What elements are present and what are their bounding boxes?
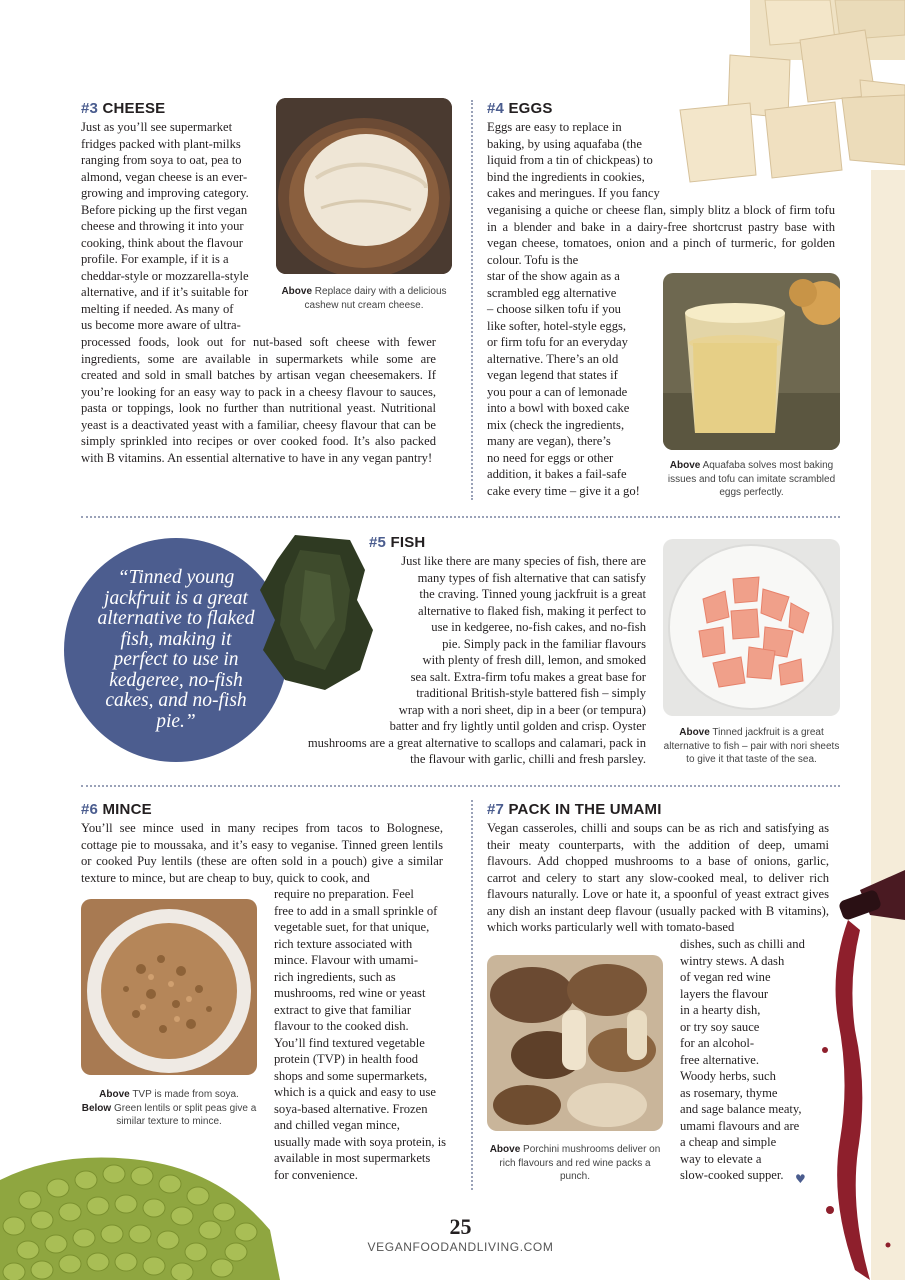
tvp-photo <box>81 899 257 1075</box>
section-divider-2 <box>81 785 840 787</box>
cheese.lines-line: fridges packed with plant-milks <box>81 136 241 151</box>
umami-title: PACK IN THE UMAMI <box>508 801 662 818</box>
jackfruit-photo <box>663 539 840 716</box>
cheese-caption <box>276 285 452 312</box>
cheese.lines-line: cooking, think about the flavour <box>81 235 243 250</box>
eggs.lines_bottom-line: mix (check the ingredients, <box>487 417 625 432</box>
eggs.lines_bottom-line: no need for eggs or other <box>487 450 614 465</box>
section-divider-1 <box>81 516 840 518</box>
mince.lines-line: extract to give that familiar <box>274 1002 412 1017</box>
mince-caption-text-1: TVP is made from soya. <box>129 1089 239 1100</box>
eggs.lines_bottom-line: vegan legend that states if <box>487 368 618 382</box>
mince.lines-line: mushrooms, red wine or yeast <box>274 986 426 1000</box>
eggs.lines_bottom-line: addition, it bakes a fail-safe <box>487 467 627 481</box>
cheese.lines-line: melting if needed. As many of <box>81 301 234 316</box>
mince.lines-line: which is a quick and easy to use <box>274 1085 436 1099</box>
eggs-body-wide: veganising a quiche or cheese flan, simply blitz a block of firm tofu in a blender and bake in a dairy-free shortcrust pastry base with vegan cheese, tomatoes, onion and a pinch of turmeric, for golden colour. Tofu is the <box>487 203 835 267</box>
eggs.lines_bottom-line: star of the show again as a <box>487 269 620 283</box>
fish.lines-line: wrap with a nori sheet, dip in a beer (or tempura) <box>398 702 646 717</box>
mince-number: #6 <box>81 801 99 818</box>
column-divider-bottom <box>471 800 473 1190</box>
umami-number: #7 <box>487 801 505 818</box>
mince.lines-line: free to add in a small sprinkle of <box>274 903 438 918</box>
eggs-caption-bold: Above <box>669 460 701 471</box>
mushrooms-photo <box>487 955 663 1131</box>
umami.lines-line: for an alcohol- <box>680 1036 755 1050</box>
umami.lines-line: Woody herbs, such <box>680 1069 776 1083</box>
umami.lines-line: dishes, such as chilli and <box>680 937 805 951</box>
umami.lines-line: wintry stews. A dash <box>680 953 785 968</box>
mince.lines-line: usually made with soya protein, is <box>274 1134 447 1149</box>
page-number: 25 <box>449 1214 472 1239</box>
cheese.lines-line: profile. For example, if it is a <box>81 252 229 266</box>
eggs.lines_top-line: bind the ingredients in cookies, <box>487 169 645 184</box>
fish.lines-line: traditional British-style battered fish – simply <box>416 686 646 700</box>
mince.lines-line: rich ingredients, such as <box>274 969 396 984</box>
umami.lines-line: free alternative. <box>680 1052 760 1067</box>
eggs.lines_bottom-line: scrambled egg alternative <box>487 285 617 300</box>
fish.lines-line: the flavour with garlic, chilli and fresh parsley. <box>410 752 646 766</box>
umami.lines-line: as rosemary, thyme <box>680 1085 778 1100</box>
fish.lines-line: pie. Simply pack in the familiar flavours <box>442 636 646 651</box>
umami.lines-line: and sage balance meaty, <box>680 1102 802 1116</box>
cheese.lines-line: cheese and throwing it into your <box>81 219 244 233</box>
eggs.lines_bottom-line: like softer, hotel-style eggs, <box>487 318 627 333</box>
heart-icon: ♥ <box>795 1172 806 1186</box>
column-divider-top <box>471 100 473 500</box>
cheese-photo <box>276 98 452 274</box>
cheese-title: CHEESE <box>102 100 166 117</box>
eggs-body-top <box>487 119 677 202</box>
cheese.lines-line: alternative, and if it’s suitable for <box>81 285 249 299</box>
fish-caption-bold: Above <box>679 727 710 738</box>
cheese.lines-line: us become more aware of ultra- <box>81 318 241 332</box>
fish.lines-line: many types of fish alternative that can satisfy <box>417 570 646 585</box>
mince.lines-line: You’ll find textured vegetable <box>274 1035 425 1050</box>
mince.lines-line: vegetable suet, for that unique, <box>274 920 430 934</box>
umami-caption <box>487 1143 663 1184</box>
umami-body-wide: Vegan casseroles, chilli and soups can be as rich and satisfying as their meaty counterparts, with the addition of deep, umami flavours. Add chopped mushrooms to a base of onions, garlic, carrot and celery to start any slow-cooked meal, to deliver rich flavours naturally. Love or hate it, a spoonful of yeast extract gives any dish an instant deep flavour (usually packed with B vitamins), which works particularly well with tomato-based <box>487 821 829 934</box>
cheese-caption-bold: Above <box>281 286 313 297</box>
aquafaba-photo <box>663 273 840 450</box>
fish.lines-line: with plenty of fresh dill, lemon, and smoked <box>422 653 646 667</box>
cheese.lines-line: Before picking up the first vegan <box>81 202 248 217</box>
fish-heading <box>369 534 425 551</box>
fish.lines-line: batter and fry lightly until golden and crisp. Oyster <box>389 719 646 733</box>
cheese-number: #3 <box>81 100 99 117</box>
umami.lines-line: in a hearty dish, <box>680 1003 761 1017</box>
cheese-body-wide: processed foods, look out for nut-based soft cheese with fewer ingredients, some are available in supermarkets while some are created and sold in small batches by artisan vegan cheesemakers. If you’re looking for an easy way to pack in a cheesy flavour to sauces, pasta or toppings, look no further than nutritional yeast. Nutritional yeast is a deactivated yeast with a familiar, cheesy flavour that can be simply sprinkled into recipes or over cooked food. It’s also packed with B vitamins. An essential alternative to have in any vegan pantry! <box>81 335 436 465</box>
mince-caption <box>81 1088 257 1129</box>
eggs.lines_bottom-line: alternative. There’s an old <box>487 351 619 366</box>
umami.lines-line: of vegan red wine <box>680 970 771 984</box>
mince-heading <box>81 801 152 818</box>
umami.lines-line: or try soy sauce <box>680 1019 760 1034</box>
eggs.lines_top-line: cakes and meringues. If you fancy <box>487 186 660 200</box>
umami.lines-line: layers the flavour <box>680 986 769 1001</box>
fish-body <box>276 553 646 768</box>
fish-title: FISH <box>390 534 426 551</box>
fish.lines-line: sea salt. Extra-firm tofu makes a great base for <box>410 669 646 684</box>
umami-caption-text: Porchini mushrooms deliver on rich flavours and red wine packs a punch. <box>499 1144 661 1182</box>
fish-caption-text: Tinned jackfruit is a great alternative to fish – pair with nori sheets to give it that taste of the sea. <box>663 727 840 765</box>
pull-quote-text: “Tinned young jackfruit is a great alternative to flaked fish, making it perfect to use in kedgeree, no-fish cakes, and no-fish pie.” <box>97 567 255 732</box>
mince.lines-line: available in most supermarkets <box>274 1151 431 1165</box>
fish.lines-line: mushrooms are a great alternative to scallops and calamari, pack in <box>307 735 646 750</box>
cheese-body-narrow <box>81 119 271 334</box>
cheese-heading <box>81 100 165 117</box>
umami-caption-bold: Above <box>489 1144 521 1155</box>
mince.lines-line: and chilled vegan mince, <box>274 1118 400 1132</box>
umami.lines-line: way to elevate a <box>680 1151 762 1166</box>
umami.lines-line: slow-cooked supper. <box>680 1168 784 1182</box>
fish.lines-line: Just like there are many species of fish, there are <box>401 554 646 568</box>
eggs-title: EGGS <box>508 100 553 117</box>
mince-caption-bold-1: Above <box>99 1089 130 1100</box>
eggs.lines_bottom-line: cake every time – give it a go! <box>487 483 640 498</box>
mince.lines-line: mince. Flavour with umami- <box>274 953 419 967</box>
mince.lines-line: protein (TVP) in health food <box>274 1052 419 1066</box>
tofu-cubes-image <box>670 0 905 190</box>
eggs-caption <box>663 459 840 500</box>
eggs.lines_top-line: liquid from a tin of chickpeas) to <box>487 153 653 167</box>
eggs-number: #4 <box>487 100 505 117</box>
cheese.lines-line: cheddar-style or mozzarella-style <box>81 268 249 283</box>
mince.lines-line: shops and some supermarkets, <box>274 1068 428 1083</box>
split-peas-image <box>0 1140 280 1280</box>
mince-title: MINCE <box>102 801 152 818</box>
fish.lines-line: alternative to flaked fish, making it perfect to <box>417 603 646 618</box>
eggs-body-bottom <box>487 268 657 499</box>
cheese.lines-line: almond, vegan cheese is an ever- <box>81 169 248 184</box>
eggs.lines_bottom-line: you pour a can of lemonade <box>487 384 628 399</box>
cheese.lines-line: Just as you’ll see supermarket <box>81 120 233 134</box>
eggs.lines_top-line: baking, by using aquafaba (the <box>487 136 642 151</box>
cheese-caption-text: Replace dairy with a delicious cashew nut cream cheese. <box>304 286 447 311</box>
site-url: VEGANFOODANDLIVING.COM <box>367 1240 554 1254</box>
eggs-caption-text: Aquafaba solves most baking issues and tofu can imitate scrambled eggs perfectly. <box>667 460 836 498</box>
cheese.lines-line: growing and improving category. <box>81 186 249 200</box>
mince-body-narrow <box>274 886 454 1183</box>
fish-number: #5 <box>369 534 387 551</box>
eggs.lines_bottom-line: into a bowl with boxed cake <box>487 401 630 415</box>
fish.lines-line: the craving. Tinned young jackfruit is a great <box>419 587 646 601</box>
eggs.lines_bottom-line: or firm tofu for an everyday <box>487 335 628 349</box>
mince.lines-line: flavour to the cooked dish. <box>274 1019 409 1033</box>
eggs-heading <box>487 100 553 117</box>
eggs.lines_top-line: Eggs are easy to replace in <box>487 120 622 134</box>
mince-caption-text-2: Green lentils or split peas give a similar texture to mince. <box>111 1102 257 1127</box>
fish.lines-line: use in kedgeree, no-fish cakes, and no-fish <box>431 620 646 634</box>
cheese.lines-line: ranging from soya to oat, pea to <box>81 153 242 167</box>
umami.lines-line: a cheap and simple <box>680 1135 777 1149</box>
mince-body-wide: You’ll see mince used in many recipes from tacos to Bolognese, cottage pie to moussaka, and it’s easy to veganise. Tinned green lentils or cooked Puy lentils (these are often sold in a pouch) give a similar texture to mince, but are cheap to buy, quick to cook, and <box>81 821 443 885</box>
mince.lines-line: require no preparation. Feel <box>274 887 414 901</box>
mince.lines-line: rich texture associated with <box>274 936 413 951</box>
umami-heading <box>487 801 662 818</box>
mince.lines-line: soya-based alternative. Frozen <box>274 1101 428 1116</box>
mince-caption-bold-2: Below <box>81 1102 112 1114</box>
eggs.lines_bottom-line: – choose silken tofu if you <box>487 302 621 316</box>
eggs.lines_bottom-line: many are vegan), there’s <box>487 434 611 448</box>
umami.lines-line: umami flavours and are <box>680 1118 800 1133</box>
mince.lines-line: for convenience. <box>274 1167 358 1182</box>
fish-caption <box>663 726 840 767</box>
